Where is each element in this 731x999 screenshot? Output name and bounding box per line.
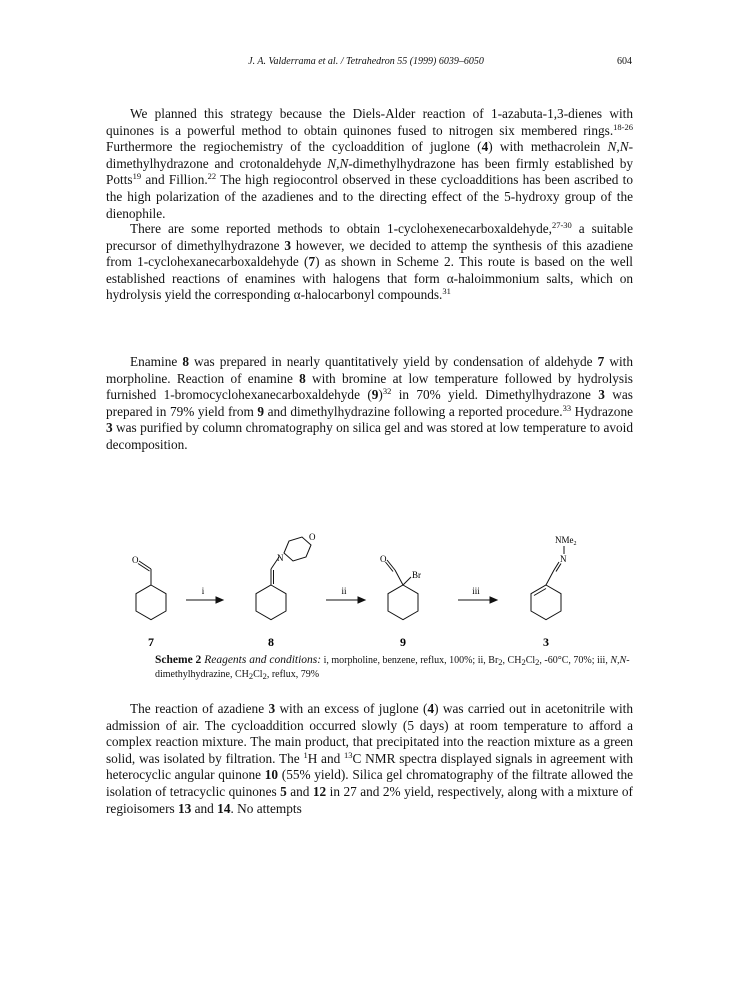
compound-7-structure — [136, 561, 166, 620]
atom-n-8: N — [277, 553, 284, 563]
paragraph-2: There are some reported methods to obtain 1-cyclohexenecarboxaldehyde,$^{27-30}$ a suitable precursor of dimethylhydrazone 3 however, we decided to attemp the synthesis of this azadiene from 1-cyclohexanecarboxaldehyde (7) as shown in Scheme 2. This route is based on the well established reactions of enamines with halogens that form α-haloimmonium salts, which on hydrolysis yield the corresponding α-halocarbonyl compounds.$^{31}$ — [106, 220, 634, 303]
running-header: J. A. Valderrama et al. / Tetrahedron 55 (1999) 6039–6050 — [248, 56, 484, 67]
reaction-scheme — [106, 520, 633, 655]
compound-number-3: 3 — [543, 635, 549, 649]
arrow-label-ii: ii — [341, 586, 347, 596]
scheme-caption: Scheme 2 Reagents and conditions: i, morpholine, benzene, reflux, 100%; ii, $Br_2$, $CH_2Cl_2$, -60°C, 70%; iii, N,N-dimethylhydrazine, $CH_2Cl_2$, reflux, 79% — [155, 654, 630, 681]
paragraph-4: The reaction of azadiene 3 with an excess of juglone (4) was carried out in acetonitrile with admission of air. The cycloaddition occurred slowly (5 days) at room temperature to afford a complex reaction mixture. The main product, that precipitated into the reaction mixture as a green solid, was isolated by filtration. The $^1$H and $^{13}$C NMR spectra displayed signals in agreement with heterocyclic angular quinone 10 (55% yield). Silica gel chromatography of the filtrate allowed the isolation of tetracyclic quinones 5 and 12 in 27 and 2% yield, respectively, along with a mixture of regioisomers 13 and 14. No attempts — [106, 701, 633, 816]
atom-n-3: N — [560, 554, 567, 564]
paragraph-3: Enamine 8 was prepared in nearly quantitatively yield by condensation of aldehyde 7 with morpholine. Reaction of enamine 8 with bromine at low temperature followed by hydrolysis furnished 1-bromocyclohexanecarboxaldehyde $(9)^{32}$ in 70% yield. Dimethylhydrazone 3 was prepared in 79% yield from 9 and dimethylhydrazine following a reported procedure.$^{33}$ Hydrazone 3 was purified by column chromatography on silica gel and was stored at low temperature to avoid decomposition. — [106, 354, 634, 452]
compound-number-8: 8 — [268, 635, 274, 649]
page-number: 604 — [617, 56, 632, 67]
arrow-label-iii: iii — [472, 586, 480, 596]
atom-o-9: O — [380, 554, 387, 564]
atom-o-8: O — [309, 532, 316, 542]
atom-nme2-3: NMe$_2$ — [555, 535, 577, 547]
paragraph-1: We planned this strategy because the Diels-Alder reaction of 1-azabuta-1,3-dienes with quinones is a powerful method to obtain quinones fused to nitrogen six membered rings.$^{18-26}$ Furthermore the regiochemistry of the cycloaddition of juglone (4) with methacrolein N,N-dimethylhydrazone and crotonaldehyde N,N-dimethylhydrazone has been firmly established by Potts$^{19}$ and Fillion.$^{22}$ The high regiocontrol observed in these cycloadditions has been ascribed to the high polarization of the azadienes and to the directing effect of the 5-hydroxy group of the dienophile. — [106, 106, 633, 221]
atom-br-9: Br — [412, 570, 421, 580]
compound-number-9: 9 — [400, 635, 406, 649]
atom-o-7: O — [132, 555, 139, 565]
compound-9-structure — [386, 560, 419, 620]
arrow-label-i: i — [201, 586, 205, 596]
compound-8-structure — [256, 537, 311, 620]
compound-number-7: 7 — [148, 635, 154, 649]
